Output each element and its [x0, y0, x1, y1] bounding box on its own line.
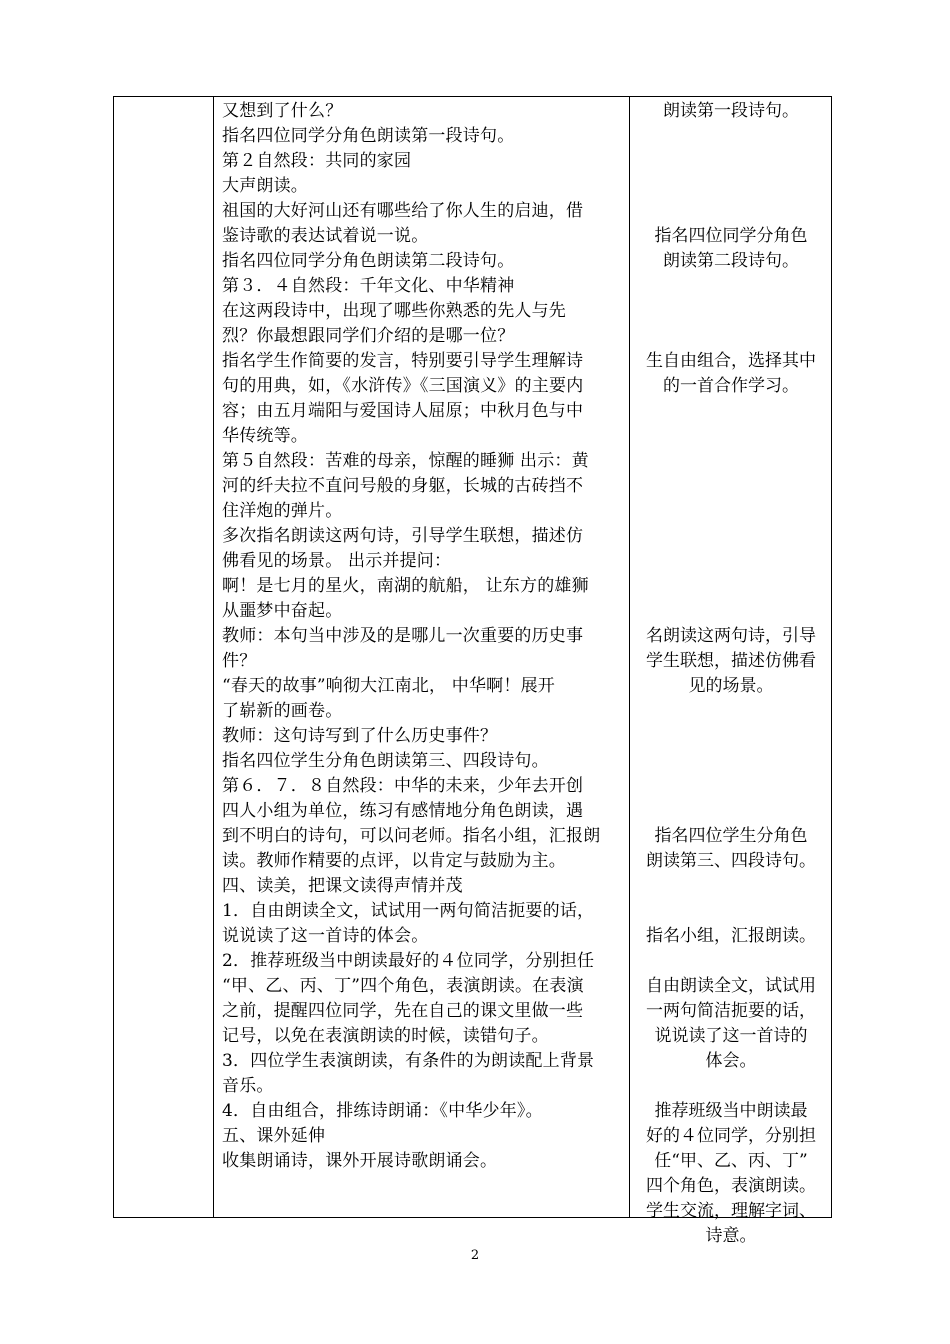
student-activity-line: 推荐班级当中朗读最	[654, 1101, 808, 1121]
lesson-text-line: 收集朗诵诗，课外开展诗歌朗诵会。	[222, 1151, 498, 1171]
lesson-text-line: 从噩梦中奋起。	[222, 601, 343, 621]
student-activity-line: 一两句简洁扼要的话，	[646, 1001, 816, 1021]
lesson-text-line: 指名四位学生分角色朗读第三、四段诗句。	[222, 751, 549, 771]
lesson-text-line: “春天的故事”响彻大江南北， 中华啊！展开	[222, 676, 555, 696]
column-divider	[629, 97, 630, 1217]
lesson-text-line: 鉴诗歌的表达试着说一说。	[222, 226, 429, 246]
student-activity-line: 好的４位同学，分别担	[646, 1126, 816, 1146]
lesson-text-line: 第３．４自然段：千年文化、中华精神	[222, 276, 515, 296]
student-activity-block	[633, 99, 829, 124]
teaching-process-column	[222, 99, 626, 1174]
student-activity-line: 名朗读这两句诗，引导	[646, 626, 816, 646]
lesson-text-line: 五、课外延伸	[222, 1126, 326, 1146]
lesson-text-line: 容；由五月端阳与爱国诗人屈原；中秋月色与中	[222, 401, 584, 421]
lesson-text-line: 2．推荐班级当中朗读最好的４位同学，分别担任	[222, 951, 595, 971]
student-activity-line: 生自由组合，选择其中	[646, 351, 816, 371]
lesson-table	[113, 96, 832, 1246]
student-activity-line: 任“甲、乙、丙、丁”	[654, 1151, 808, 1171]
lesson-text-line: 指名四位同学分角色朗读第一段诗句。	[222, 126, 515, 146]
student-activity-block	[633, 224, 829, 274]
student-activity-block	[633, 349, 829, 399]
lesson-text-line: 了崭新的画卷。	[222, 701, 343, 721]
lesson-text-line: 多次指名朗读这两句诗，引导学生联想，描述仿	[222, 526, 584, 546]
lesson-text-line: 教师：本句当中涉及的是哪儿一次重要的历史事	[222, 626, 584, 646]
student-activity-block	[633, 1099, 829, 1249]
student-activity-line: 学生交流，理解字词、	[646, 1201, 816, 1221]
student-activity-line: 指名四位同学分角色	[654, 226, 808, 246]
student-activity-block	[633, 924, 829, 949]
page-number: 2	[470, 1248, 480, 1263]
student-activity-line: 朗读第三、四段诗句。	[646, 851, 816, 871]
lesson-text-line: 第６．７．８自然段：中华的未来，少年去开创	[222, 776, 584, 796]
lesson-text-line: 件？	[222, 651, 257, 671]
student-activity-line: 诗意。	[705, 1226, 757, 1246]
lesson-text-line: 到不明白的诗句，可以问老师。指名小组，汇报朗	[222, 826, 601, 846]
student-activity-line: 指名四位学生分角色	[654, 826, 808, 846]
student-activity-line: 说说读了这一首诗的	[654, 1026, 808, 1046]
lesson-text-line: 3．四位学生表演朗读，有条件的为朗读配上背景	[222, 1051, 595, 1071]
lesson-text-line: 啊！是七月的星火，南湖的航船， 让东方的雄狮	[222, 576, 589, 596]
student-activity-line: 朗读第二段诗句。	[663, 251, 799, 271]
student-activity-line: 四个角色，表演朗读。	[646, 1176, 816, 1196]
lesson-text-line: 读。教师作精要的点评，以肯定与鼓励为主。	[222, 851, 566, 871]
student-activity-line: 体会。	[705, 1051, 757, 1071]
lesson-text-line: 说说读了这一首诗的体会。	[222, 926, 429, 946]
lesson-text-line: 之前，提醒四位同学，先在自己的课文里做一些	[222, 1001, 584, 1021]
lesson-text-line: 指名学生作简要的发言，特别要引导学生理解诗	[222, 351, 584, 371]
lesson-text-line: 1．自由朗读全文，试试用一两句简洁扼要的话，	[222, 901, 595, 921]
student-activity-block	[633, 824, 829, 874]
lesson-text-line: 第２自然段：共同的家园	[222, 151, 412, 171]
lesson-text-line: 第５自然段：苦难的母亲，惊醒的睡狮 出示：黄	[222, 451, 589, 471]
column-divider	[213, 97, 214, 1217]
lesson-text-line: 句的用典，如，《水浒传》《三国演义》的主要内	[222, 376, 584, 396]
lesson-text-line: 又想到了什么？	[222, 101, 343, 121]
lesson-text-line: 烈？你最想跟同学们介绍的是哪一位？	[222, 326, 515, 346]
student-activity-line: 指名小组，汇报朗读。	[646, 926, 816, 946]
lesson-text-line: 指名四位同学分角色朗读第二段诗句。	[222, 251, 515, 271]
lesson-text-line: 祖国的大好河山还有哪些给了你人生的启迪，借	[222, 201, 584, 221]
lesson-text-line: 佛看见的场景。 出示并提问：	[222, 551, 452, 571]
lesson-text-line: “甲、乙、丙、丁”四个角色，表演朗读。在表演	[222, 976, 584, 996]
student-activity-line: 学生联想，描述仿佛看	[646, 651, 816, 671]
lesson-text-line: 四人小组为单位，练习有感情地分角色朗读，遇	[222, 801, 584, 821]
student-activity-line: 朗读第一段诗句。	[663, 101, 799, 121]
lesson-text-line: 华传统等。	[222, 426, 308, 446]
student-activity-line: 自由朗读全文，试试用	[646, 976, 816, 996]
lesson-text-line: 4．自由组合，排练诗朗诵：《中华少年》。	[222, 1101, 543, 1121]
lesson-text-line: 大声朗读。	[222, 176, 308, 196]
lesson-text-line: 在这两段诗中，出现了哪些你熟悉的先人与先	[222, 301, 566, 321]
student-activity-line: 的一首合作学习。	[663, 376, 799, 396]
lesson-text-line: 记号，以免在表演朗读的时候，读错句子。	[222, 1026, 549, 1046]
student-activity-line: 见的场景。	[688, 676, 774, 696]
lesson-text-line: 教师：这句诗写到了什么历史事件？	[222, 726, 498, 746]
lesson-text-line: 音乐。	[222, 1076, 274, 1096]
lesson-text-line: 住洋炮的弹片。	[222, 501, 343, 521]
lesson-text-line: 河的纤夫拉不直问号般的身躯，长城的古砖挡不	[222, 476, 584, 496]
student-activity-block	[633, 624, 829, 699]
student-activity-block	[633, 974, 829, 1074]
lesson-text-line: 四、读美，把课文读得声情并茂	[222, 876, 463, 896]
